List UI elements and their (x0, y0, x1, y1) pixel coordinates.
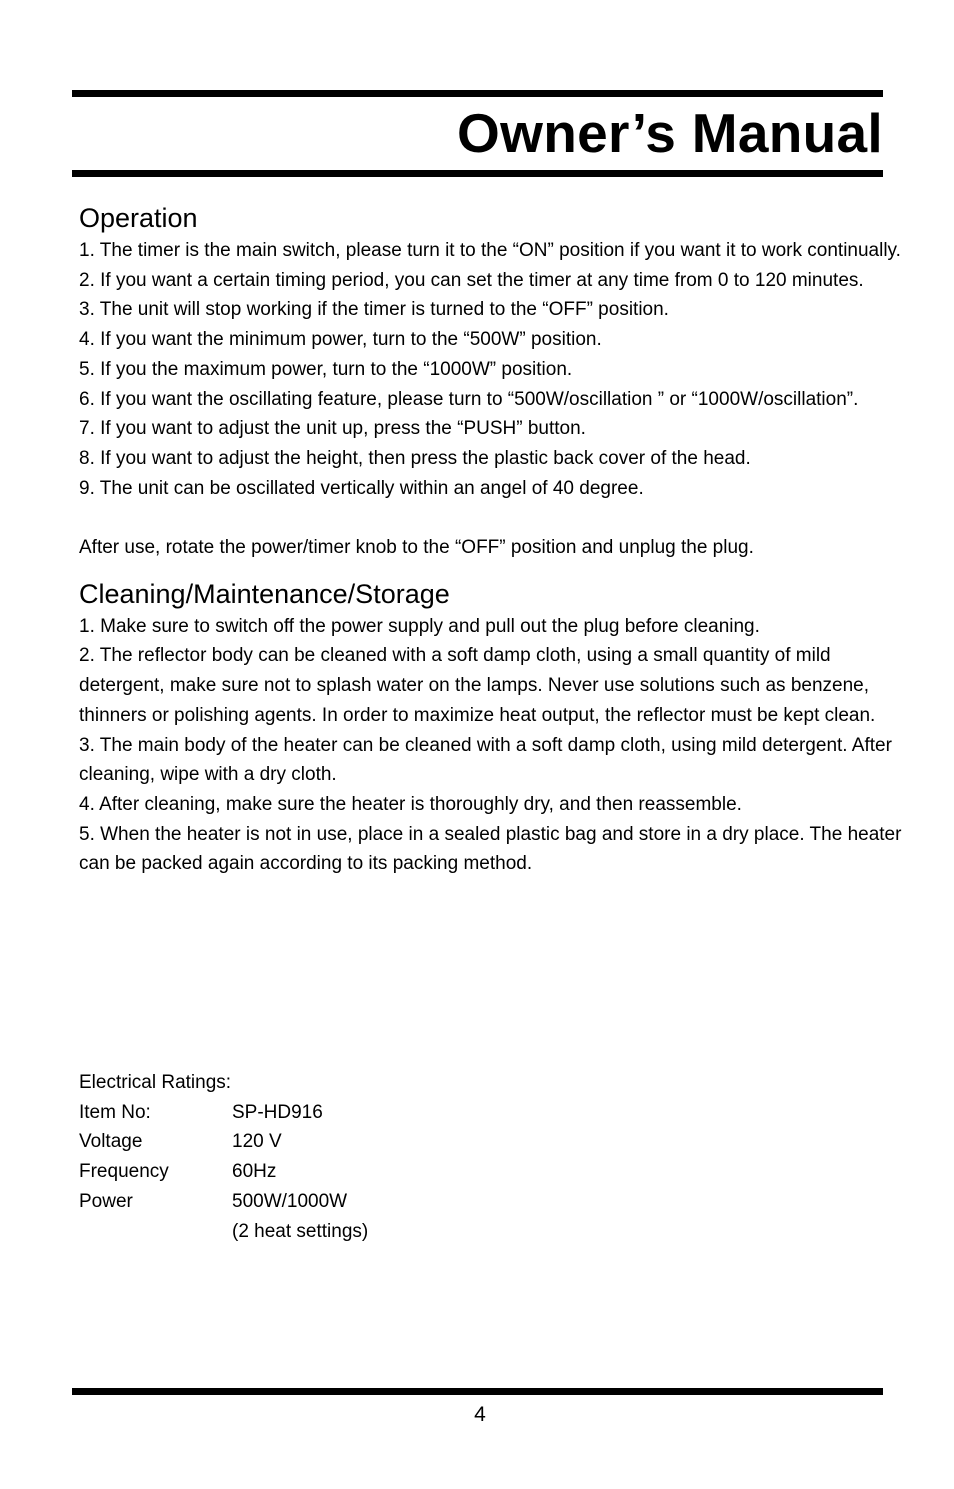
operation-item: 6. If you want the oscillating feature, please turn to “500W/oscillation ” or “1000W/oscillation”. (79, 388, 859, 410)
cleaning-item: 2. The reflector body can be cleaned with a soft damp cloth, using a small quantity of mild detergent, make sure not to splash water on the lamps. Never use solutions such as benzene, thinners or polishing agents. In order to maximize heat output, the reflector must be kept clean. (79, 645, 876, 726)
cleaning-item: 5. When the heater is not in use, place in a sealed plastic bag and store in a dry place. The heater can be packed again according to its packing method. (79, 823, 902, 875)
operation-item: 2. If you want a certain timing period, you can set the timer at any time from 0 to 120 minutes. (79, 269, 864, 291)
operation-item: 3. The unit will stop working if the timer is turned to the “OFF” position. (79, 299, 669, 321)
ratings-label (79, 1217, 232, 1247)
cleaning-item: 4. After cleaning, make sure the heater is thoroughly dry, and then reassemble. (79, 793, 742, 815)
footer-rule (72, 1388, 883, 1395)
ratings-value: 500W/1000W (232, 1190, 348, 1212)
ratings-label: Power (79, 1190, 133, 1212)
electrical-ratings (79, 1068, 368, 1246)
after-use-note: After use, rotate the power/timer knob to the “OFF” position and unplug the plug. (79, 537, 754, 559)
ratings-row (79, 1187, 368, 1217)
operation-item: 9. The unit can be oscillated vertically within an angel of 40 degree. (79, 477, 644, 499)
cleaning-heading: Cleaning/Maintenance/Storage (79, 578, 450, 609)
ratings-row (79, 1127, 368, 1157)
ratings-label: Frequency (79, 1161, 169, 1183)
header-rule-bottom (72, 170, 883, 177)
operation-item: 8. If you want to adjust the height, then press the plastic back cover of the head. (79, 447, 751, 469)
operation-item: 4. If you want the minimum power, turn to the “500W” position. (79, 329, 602, 351)
cleaning-item: 3. The main body of the heater can be cleaned with a soft damp cloth, using mild detergent. After cleaning, wipe with a dry cloth. (79, 734, 892, 786)
page-title: Owner’s Manual (457, 102, 883, 164)
operation-item: 5. If you the maximum power, turn to the “1000W” position. (79, 358, 573, 380)
page-number: 4 (474, 1403, 486, 1426)
operation-heading: Operation (79, 203, 198, 233)
operation-item: 1. The timer is the main switch, please turn it to the “ON” position if you want it to work continually. (79, 240, 901, 261)
ratings-value: 120 V (232, 1131, 282, 1153)
ratings-heading: Electrical Ratings: (79, 1072, 232, 1093)
ratings-row (79, 1157, 368, 1187)
cleaning-list (79, 612, 903, 879)
manual-content (79, 200, 903, 879)
ratings-value: SP-HD916 (232, 1101, 323, 1123)
ratings-row (79, 1098, 368, 1128)
ratings-label: Item No: (79, 1101, 151, 1123)
operation-item: 7. If you want to adjust the unit up, press the “PUSH” button. (79, 418, 586, 440)
ratings-value: (2 heat settings) (232, 1220, 369, 1242)
ratings-row (79, 1217, 368, 1247)
operation-list (79, 236, 903, 503)
header-rule-top (72, 90, 883, 97)
ratings-label: Voltage (79, 1131, 143, 1153)
ratings-value: 60Hz (232, 1161, 277, 1183)
cleaning-item: 1. Make sure to switch off the power supply and pull out the plug before cleaning. (79, 615, 760, 637)
